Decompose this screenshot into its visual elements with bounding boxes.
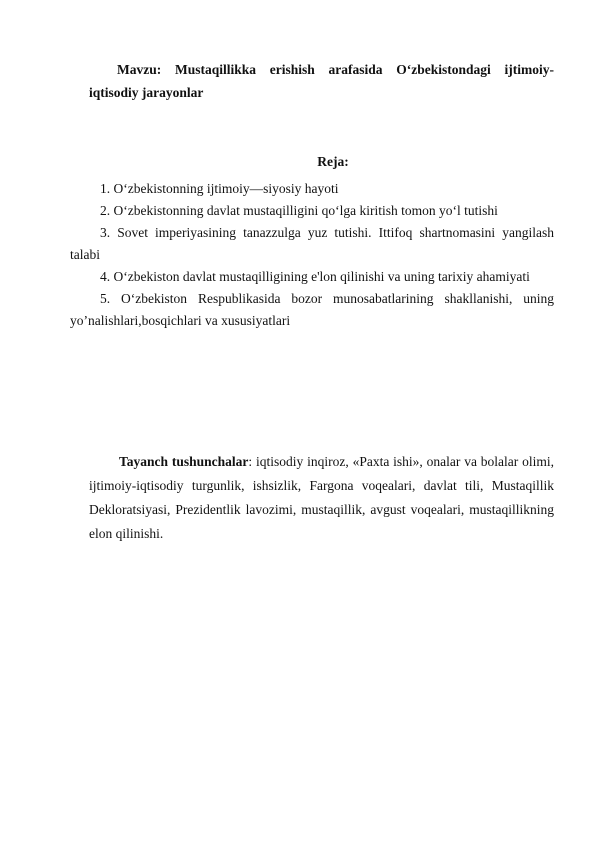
topic-title	[89, 58, 554, 104]
topic-title-line-1: Mavzu: Mustaqillikka erishish arafasida O‘zbekistondagi ijtimoiy-	[117, 62, 554, 77]
plan-list	[70, 178, 554, 332]
plan-item-4: 4. O‘zbekiston davlat mustaqilligining e'lon qilinishi va uning tarixiy ahamiyati	[100, 269, 530, 284]
plan-item-5: 5. O‘zbekiston Respublikasida bozor munosabatlarining shakllanishi, uning yo’nalishlari,bosqichlari va xususiyatlari	[70, 291, 554, 328]
plan-item-3: 3. Sovet imperiyasining tanazzulga yuz tutishi. Ittifoq shartnomasini yangilash talabi	[70, 225, 554, 262]
topic-title-line-2: iqtisodiy jarayonlar	[89, 85, 204, 100]
plan-heading: Reja:	[317, 154, 349, 169]
plan-item-1: 1. O‘zbekistonning ijtimoiy—siyosiy hayoti	[100, 181, 339, 196]
plan-item-2: 2. O‘zbekistonning davlat mustaqilligini qo‘lga kiritish tomon yo‘l tutishi	[100, 203, 498, 218]
key-concepts-label: Tayanch tushunchalar	[119, 454, 249, 469]
key-concepts-paragraph	[89, 450, 554, 546]
key-concepts	[89, 450, 554, 546]
key-concepts-text: : iqtisodiy inqiroz, «Paxta ishi», onalar va bolalar olimi, ijtimoiy-iqtisodiy turgunlik, ishsizlik, Fargona voqealari, davlat tili, Mustaqillik Dekloratsiyasi, Prezidentlik lavozimi, mustaqillik, avgust voqealari, mustaqillikning elon qilinishi.	[89, 454, 554, 541]
